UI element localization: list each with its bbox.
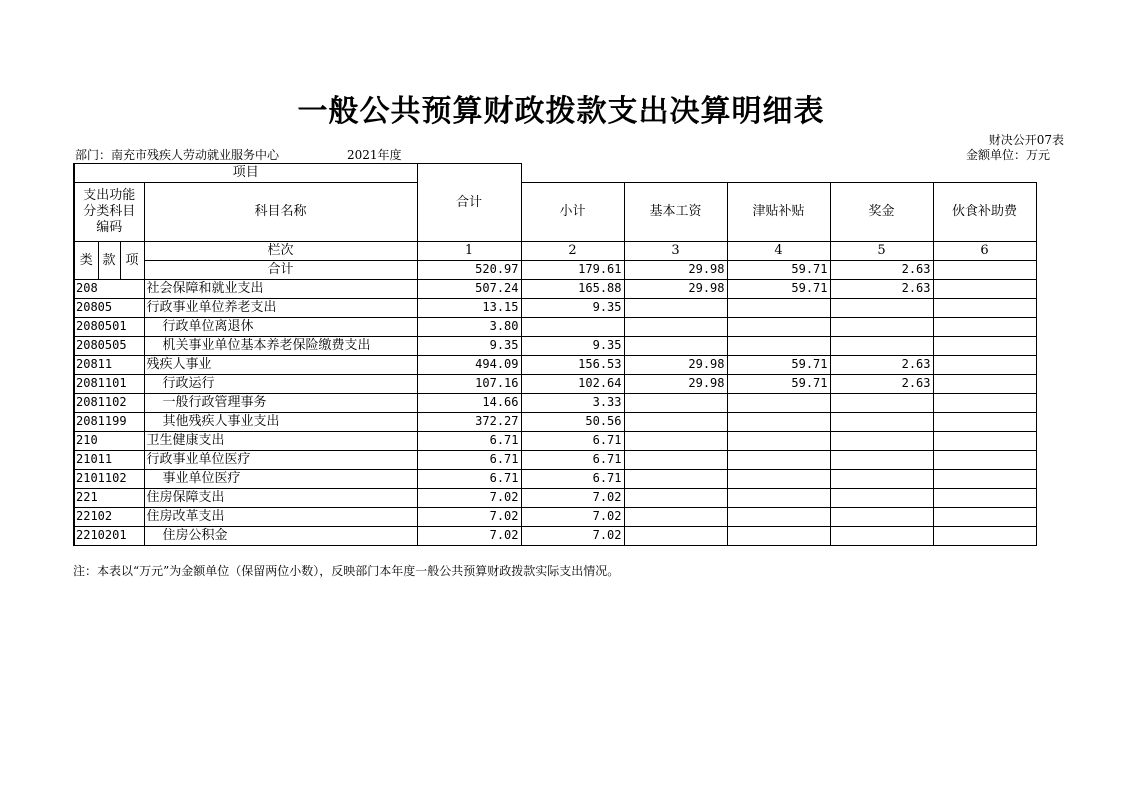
table-row (74, 374, 1036, 393)
row-bonus: 2.63 (830, 279, 933, 298)
row-code: 21011 (74, 450, 144, 469)
row-allowance (727, 393, 830, 412)
col-num-2: 2 (521, 241, 624, 260)
row-basic-salary (624, 298, 727, 317)
row-total: 507.24 (417, 279, 521, 298)
row-allowance: 59.71 (727, 355, 830, 374)
row-total: 6.71 (417, 469, 521, 488)
row-basic-salary: 29.98 (624, 355, 727, 374)
year-label: 2021年度 (347, 148, 402, 162)
row-code: 221 (74, 488, 144, 507)
col-num-6: 6 (933, 241, 1036, 260)
row-subtotal: 7.02 (521, 526, 624, 545)
row-allowance (727, 431, 830, 450)
row-total: 6.71 (417, 431, 521, 450)
col-num-4: 4 (727, 241, 830, 260)
row-basic-salary (624, 412, 727, 431)
sum-row (74, 260, 1036, 279)
row-total: 14.66 (417, 393, 521, 412)
row-meal (933, 317, 1036, 336)
table-row (74, 412, 1036, 431)
lei-header: 类 (74, 241, 98, 279)
row-subject-name: 卫生健康支出 (144, 431, 417, 450)
row-basic-salary: 29.98 (624, 279, 727, 298)
row-allowance (727, 526, 830, 545)
row-bonus (830, 450, 933, 469)
table-row (74, 526, 1036, 545)
form-id: 财决公开07表 (988, 133, 1064, 147)
row-subject-name: 行政事业单位养老支出 (144, 298, 417, 317)
row-code: 2081102 (74, 393, 144, 412)
sum-subtotal: 179.61 (521, 260, 624, 279)
row-subtotal: 3.33 (521, 393, 624, 412)
row-meal (933, 412, 1036, 431)
row-meal (933, 279, 1036, 298)
row-meal (933, 298, 1036, 317)
row-allowance (727, 469, 830, 488)
allowance-header: 津贴补贴 (727, 182, 830, 241)
row-subject-name: 社会保障和就业支出 (144, 279, 417, 298)
row-allowance (727, 488, 830, 507)
unit-label: 金额单位：万元 (965, 148, 1050, 162)
sum-allowance: 59.71 (727, 260, 830, 279)
row-basic-salary (624, 469, 727, 488)
row-bonus (830, 336, 933, 355)
row-subject-name: 事业单位医疗 (144, 469, 417, 488)
row-code: 2080505 (74, 336, 144, 355)
row-subtotal: 9.35 (521, 298, 624, 317)
row-basic-salary (624, 450, 727, 469)
row-meal (933, 450, 1036, 469)
row-meal (933, 469, 1036, 488)
xiang-header: 项 (120, 241, 144, 279)
row-basic-salary (624, 526, 727, 545)
table-row (74, 298, 1036, 317)
row-bonus: 2.63 (830, 355, 933, 374)
row-code: 20805 (74, 298, 144, 317)
table-row (74, 393, 1036, 412)
row-meal (933, 355, 1036, 374)
footnote: 注：本表以“万元”为金额单位（保留两位小数），反映部门本年度一般公共预算财政拨款实际支出情况。 (73, 564, 620, 578)
row-allowance: 59.71 (727, 374, 830, 393)
row-total: 9.35 (417, 336, 521, 355)
row-code: 20811 (74, 355, 144, 374)
row-subtotal: 50.56 (521, 412, 624, 431)
column-seq-label: 栏次 (144, 241, 417, 260)
header-row-1 (74, 164, 1036, 183)
row-code: 2081101 (74, 374, 144, 393)
row-meal (933, 488, 1036, 507)
sum-total: 520.97 (417, 260, 521, 279)
table-row (74, 431, 1036, 450)
row-total: 6.71 (417, 450, 521, 469)
row-subtotal: 102.64 (521, 374, 624, 393)
table-row (74, 507, 1036, 526)
row-allowance (727, 298, 830, 317)
department-label: 部门：南充市残疾人劳动就业服务中心 (75, 148, 280, 162)
bonus-header: 奖金 (830, 182, 933, 241)
row-meal (933, 336, 1036, 355)
row-code: 2101102 (74, 469, 144, 488)
row-subtotal (521, 317, 624, 336)
sum-row-label: 合计 (144, 260, 417, 279)
row-allowance (727, 412, 830, 431)
row-total: 7.02 (417, 526, 521, 545)
row-subtotal: 7.02 (521, 488, 624, 507)
row-basic-salary (624, 336, 727, 355)
row-meal (933, 431, 1036, 450)
row-total: 13.15 (417, 298, 521, 317)
row-allowance (727, 450, 830, 469)
row-subtotal: 165.88 (521, 279, 624, 298)
row-subject-name: 住房公积金 (144, 526, 417, 545)
header-row-2 (74, 182, 1036, 241)
row-allowance (727, 317, 830, 336)
header-blank (521, 164, 1036, 183)
basic-salary-header: 基本工资 (624, 182, 727, 241)
row-bonus (830, 431, 933, 450)
row-total: 3.80 (417, 317, 521, 336)
table-row (74, 450, 1036, 469)
table-row (74, 317, 1036, 336)
row-subject-name: 行政事业单位医疗 (144, 450, 417, 469)
col-num-3: 3 (624, 241, 727, 260)
row-meal (933, 374, 1036, 393)
table-row (74, 488, 1036, 507)
row-total: 7.02 (417, 488, 521, 507)
row-total: 7.02 (417, 507, 521, 526)
row-bonus (830, 412, 933, 431)
row-bonus: 2.63 (830, 374, 933, 393)
project-header: 项目 (74, 164, 417, 183)
row-basic-salary (624, 317, 727, 336)
col-num-5: 5 (830, 241, 933, 260)
table-row (74, 355, 1036, 374)
subtotal-header: 小计 (521, 182, 624, 241)
row-subject-name: 机关事业单位基本养老保险缴费支出 (144, 336, 417, 355)
row-total: 372.27 (417, 412, 521, 431)
row-code: 2081199 (74, 412, 144, 431)
sum-bonus: 2.63 (830, 260, 933, 279)
row-bonus (830, 488, 933, 507)
page-title: 一般公共预算财政拨款支出决算明细表 (297, 94, 825, 129)
total-header: 合计 (417, 164, 521, 242)
row-basic-salary (624, 507, 727, 526)
meal-header: 伙食补助费 (933, 182, 1036, 241)
row-bonus (830, 393, 933, 412)
col-num-1: 1 (417, 241, 521, 260)
table-row (74, 279, 1036, 298)
row-bonus (830, 317, 933, 336)
row-code: 210 (74, 431, 144, 450)
row-subtotal: 6.71 (521, 450, 624, 469)
row-basic-salary: 29.98 (624, 374, 727, 393)
row-allowance (727, 336, 830, 355)
expenditure-table (73, 163, 1037, 546)
row-subtotal: 9.35 (521, 336, 624, 355)
row-subject-name: 一般行政管理事务 (144, 393, 417, 412)
row-code: 2080501 (74, 317, 144, 336)
row-code: 2210201 (74, 526, 144, 545)
row-subject-name: 其他残疾人事业支出 (144, 412, 417, 431)
row-code: 22102 (74, 507, 144, 526)
row-code: 208 (74, 279, 144, 298)
row-basic-salary (624, 488, 727, 507)
row-subtotal: 6.71 (521, 469, 624, 488)
row-bonus (830, 526, 933, 545)
row-subject-name: 残疾人事业 (144, 355, 417, 374)
row-bonus (830, 298, 933, 317)
row-subject-name: 住房保障支出 (144, 488, 417, 507)
row-meal (933, 526, 1036, 545)
row-subtotal: 156.53 (521, 355, 624, 374)
row-subtotal: 6.71 (521, 431, 624, 450)
row-basic-salary (624, 393, 727, 412)
row-meal (933, 393, 1036, 412)
row-subtotal: 7.02 (521, 507, 624, 526)
row-allowance: 59.71 (727, 279, 830, 298)
table-row (74, 469, 1036, 488)
sum-basic-salary: 29.98 (624, 260, 727, 279)
func-code-header: 支出功能分类科目编码 (74, 182, 144, 241)
row-meal (933, 507, 1036, 526)
row-bonus (830, 507, 933, 526)
row-allowance (727, 507, 830, 526)
row-basic-salary (624, 431, 727, 450)
subject-name-header: 科目名称 (144, 182, 417, 241)
row-total: 107.16 (417, 374, 521, 393)
row-total: 494.09 (417, 355, 521, 374)
row-subject-name: 行政单位离退休 (144, 317, 417, 336)
header-row-3 (74, 241, 1036, 260)
row-subject-name: 住房改革支出 (144, 507, 417, 526)
row-bonus (830, 469, 933, 488)
row-subject-name: 行政运行 (144, 374, 417, 393)
sum-meal (933, 260, 1036, 279)
kuan-header: 款 (98, 241, 120, 279)
table-row (74, 336, 1036, 355)
